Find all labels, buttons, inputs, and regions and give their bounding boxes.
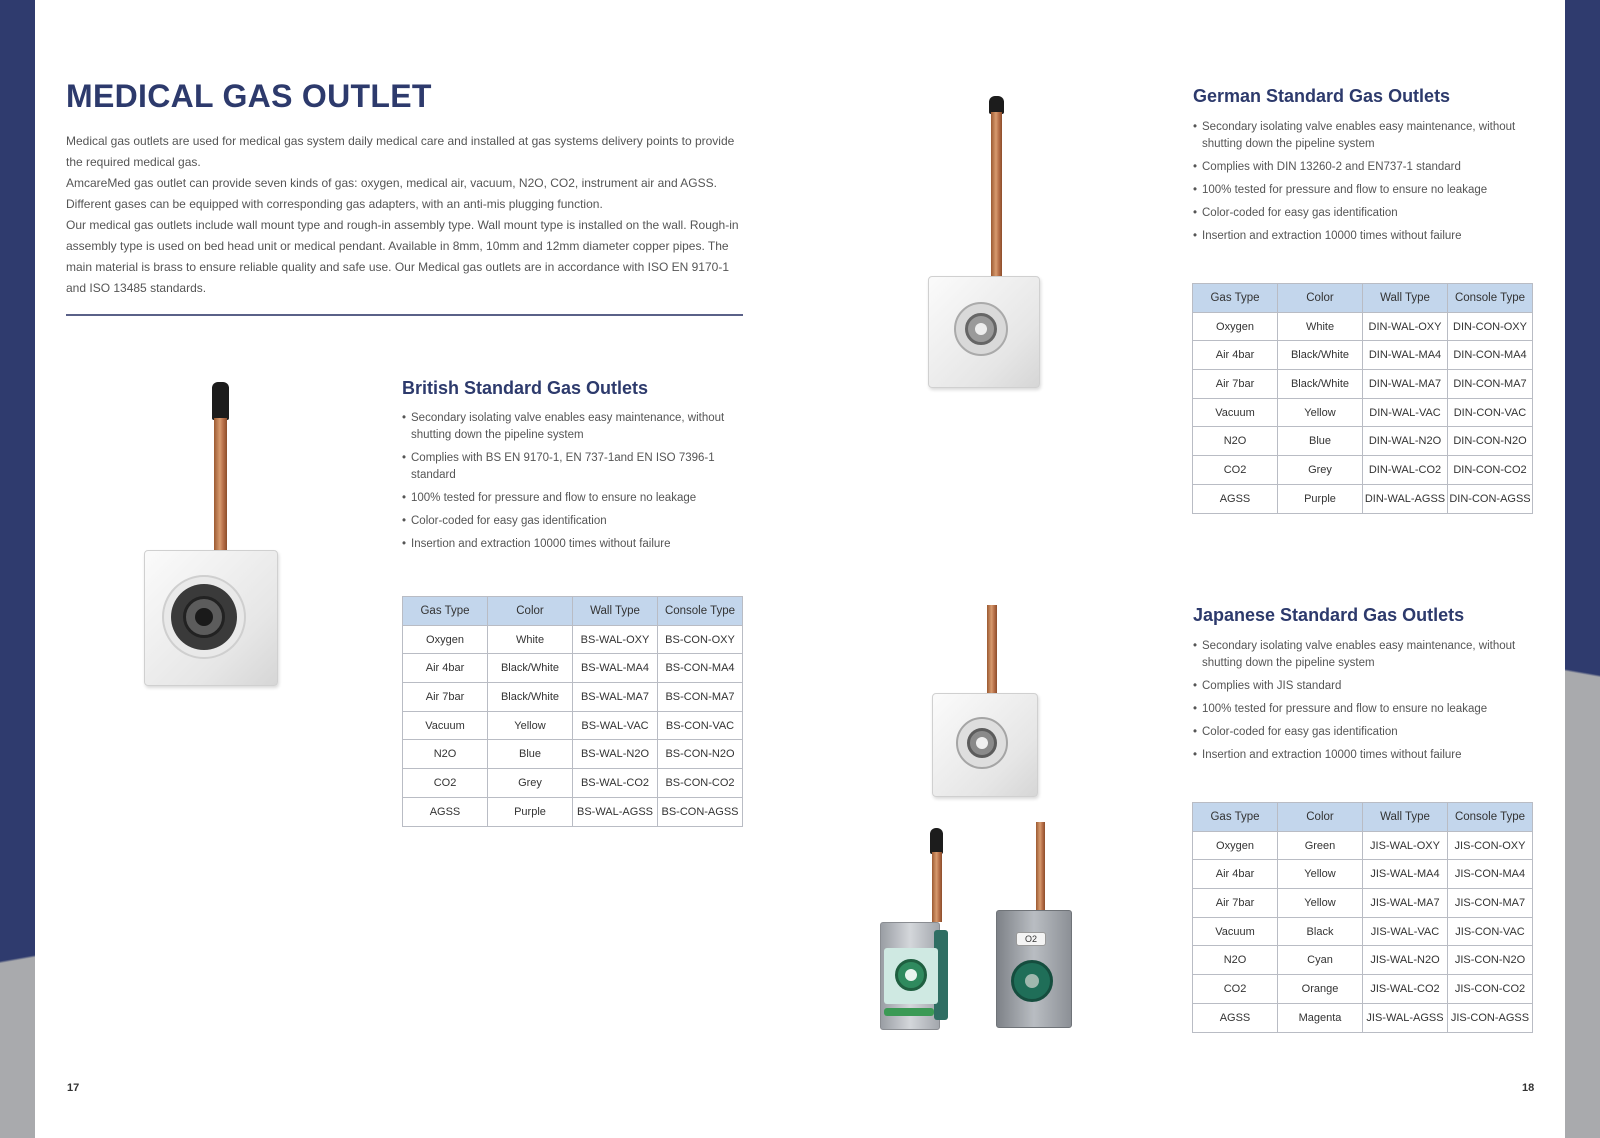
table-header: Color <box>1278 284 1363 313</box>
table-cell: Grey <box>488 769 573 798</box>
table-cell: AGSS <box>403 797 488 826</box>
intro-paragraph: AmcareMed gas outlet can provide seven kinds of gas: oxygen, medical air, vacuum, N2O, CO2, instrument air and AGSS. Different gases can be equipped with corresponding gas adapters, with an anti-mis plugging function. <box>66 176 717 211</box>
table-cell: Air 7bar <box>1193 370 1278 399</box>
table-row <box>1193 370 1533 399</box>
table-cell: BS-CON-N2O <box>658 740 743 769</box>
table-row <box>1193 456 1533 485</box>
table-cell: JIS-WAL-AGSS <box>1363 1003 1448 1032</box>
table-cell: BS-CON-VAC <box>658 711 743 740</box>
table-cell: JIS-WAL-MA4 <box>1363 860 1448 889</box>
table-header: Wall Type <box>1363 284 1448 313</box>
table-cell: DIN-WAL-CO2 <box>1363 456 1448 485</box>
table-cell: JIS-WAL-MA7 <box>1363 889 1448 918</box>
oxygen-label: O2 <box>1016 932 1046 946</box>
table-cell: JIS-WAL-VAC <box>1363 917 1448 946</box>
list-item: • Insertion and extraction 10000 times without failure <box>1193 228 1523 245</box>
table-cell: Black/White <box>1278 341 1363 370</box>
japanese-outlet-image <box>928 605 1043 800</box>
table-cell: JIS-WAL-OXY <box>1363 831 1448 860</box>
table-cell: BS-WAL-VAC <box>573 711 658 740</box>
table-cell: DIN-CON-OXY <box>1448 312 1533 341</box>
table-row <box>1193 427 1533 456</box>
list-item: • Color-coded for easy gas identification <box>1193 205 1523 222</box>
german-section-title: German Standard Gas Outlets <box>1193 86 1451 106</box>
table-cell: BS-WAL-OXY <box>573 625 658 654</box>
table-cell: CO2 <box>1193 456 1278 485</box>
list-item: • Insertion and extraction 10000 times without failure <box>1193 747 1523 764</box>
japanese-spec-table <box>1192 802 1533 1033</box>
table-cell: Grey <box>1278 456 1363 485</box>
table-cell: DIN-WAL-MA4 <box>1363 341 1448 370</box>
table-cell: DIN-CON-VAC <box>1448 398 1533 427</box>
table-cell: N2O <box>403 740 488 769</box>
table-cell: DIN-WAL-N2O <box>1363 427 1448 456</box>
table-cell: Purple <box>1278 484 1363 513</box>
table-cell: Orange <box>1278 975 1363 1004</box>
table-cell: Air 4bar <box>403 654 488 683</box>
table-cell: N2O <box>1193 946 1278 975</box>
list-item: • 100% tested for pressure and flow to ensure no leakage <box>402 490 747 507</box>
table-row <box>403 625 743 654</box>
table-header: Color <box>1278 803 1363 832</box>
table-cell: DIN-CON-AGSS <box>1448 484 1533 513</box>
table-row <box>1193 860 1533 889</box>
table-cell: Air 4bar <box>1193 341 1278 370</box>
table-cell: Oxygen <box>403 625 488 654</box>
table-row <box>403 769 743 798</box>
table-cell: DIN-CON-MA7 <box>1448 370 1533 399</box>
table-cell: JIS-CON-MA4 <box>1448 860 1533 889</box>
table-cell: DIN-WAL-AGSS <box>1363 484 1448 513</box>
table-cell: Yellow <box>1278 398 1363 427</box>
table-cell: Oxygen <box>1193 831 1278 860</box>
intro-paragraph: Our medical gas outlets include wall mount type and rough-in assembly type. Wall mount type is installed on the wall. Rough-in assembly type is used on bed head unit or medical pendant. Available in 8mm, 10mm and 12mm diameter copper pipes. The main material is brass to ensure reliable quality and safe use. Our Medical gas outlets are in accordance with ISO EN 9170-1 and ISO 13485 standards. <box>66 218 739 295</box>
page-number-right: 18 <box>1522 1082 1535 1094</box>
table-cell: JIS-CON-OXY <box>1448 831 1533 860</box>
table-cell: JIS-CON-MA7 <box>1448 889 1533 918</box>
table-cell: DIN-WAL-OXY <box>1363 312 1448 341</box>
table-cell: CO2 <box>1193 975 1278 1004</box>
table-cell: Vacuum <box>403 711 488 740</box>
table-header: Gas Type <box>403 597 488 626</box>
table-cell: Blue <box>488 740 573 769</box>
table-cell: BS-WAL-MA4 <box>573 654 658 683</box>
table-cell: Air 7bar <box>403 683 488 712</box>
table-cell: AGSS <box>1193 1003 1278 1032</box>
table-cell: Blue <box>1278 427 1363 456</box>
section-divider <box>66 314 743 316</box>
table-cell: Black/White <box>488 683 573 712</box>
list-item: • Secondary isolating valve enables easy maintenance, without shutting down the pipeline system <box>1193 119 1523 153</box>
table-cell: White <box>1278 312 1363 341</box>
table-cell: BS-CON-CO2 <box>658 769 743 798</box>
table-row <box>1193 398 1533 427</box>
rough-in-outlet-images <box>878 822 1078 1032</box>
intro-paragraph: Medical gas outlets are used for medical gas system daily medical care and installed at gas systems delivery points to provide the required medical gas. <box>66 134 735 169</box>
table-row <box>1193 889 1533 918</box>
table-row <box>403 797 743 826</box>
table-header: Color <box>488 597 573 626</box>
table-header: Console Type <box>1448 284 1533 313</box>
table-row <box>403 711 743 740</box>
table-cell: Yellow <box>1278 889 1363 918</box>
table-cell: JIS-WAL-CO2 <box>1363 975 1448 1004</box>
list-item: • Complies with BS EN 9170-1, EN 737-1and EN ISO 7396-1 standard <box>402 450 747 484</box>
table-header: Gas Type <box>1193 803 1278 832</box>
list-item: • Complies with JIS standard <box>1193 678 1523 695</box>
table-cell: BS-CON-OXY <box>658 625 743 654</box>
british-section-title: British Standard Gas Outlets <box>402 378 649 398</box>
table-cell: BS-WAL-CO2 <box>573 769 658 798</box>
table-header: Console Type <box>658 597 743 626</box>
list-item: • Secondary isolating valve enables easy maintenance, without shutting down the pipeline system <box>402 410 747 444</box>
table-cell: N2O <box>1193 427 1278 456</box>
table-cell: Air 4bar <box>1193 860 1278 889</box>
japanese-feature-list <box>1193 638 1523 770</box>
table-cell: JIS-CON-AGSS <box>1448 1003 1533 1032</box>
table-cell: JIS-CON-N2O <box>1448 946 1533 975</box>
table-cell: DIN-WAL-VAC <box>1363 398 1448 427</box>
table-header: Wall Type <box>1363 803 1448 832</box>
list-item: • 100% tested for pressure and flow to ensure no leakage <box>1193 701 1523 718</box>
table-row <box>1193 917 1533 946</box>
british-spec-table <box>402 596 743 827</box>
table-row <box>403 654 743 683</box>
table-cell: Green <box>1278 831 1363 860</box>
table-cell: Air 7bar <box>1193 889 1278 918</box>
table-cell: BS-CON-MA7 <box>658 683 743 712</box>
table-cell: CO2 <box>403 769 488 798</box>
list-item: • Secondary isolating valve enables easy maintenance, without shutting down the pipeline system <box>1193 638 1523 672</box>
table-cell: DIN-CON-MA4 <box>1448 341 1533 370</box>
table-row <box>403 683 743 712</box>
page-title: MEDICAL GAS OUTLET <box>66 78 432 114</box>
table-cell: JIS-WAL-N2O <box>1363 946 1448 975</box>
list-item: • Color-coded for easy gas identification <box>402 513 747 530</box>
german-outlet-image <box>924 94 1044 394</box>
table-row <box>1193 831 1533 860</box>
table-cell: JIS-CON-CO2 <box>1448 975 1533 1004</box>
list-item: • Insertion and extraction 10000 times without failure <box>402 536 747 553</box>
table-cell: Vacuum <box>1193 917 1278 946</box>
british-feature-list <box>402 410 747 559</box>
table-cell: Cyan <box>1278 946 1363 975</box>
left-edge-band <box>0 0 35 1138</box>
table-row <box>1193 946 1533 975</box>
japanese-section-title: Japanese Standard Gas Outlets <box>1193 605 1465 625</box>
table-cell: DIN-CON-N2O <box>1448 427 1533 456</box>
table-cell: BS-WAL-N2O <box>573 740 658 769</box>
table-header: Gas Type <box>1193 284 1278 313</box>
table-cell: DIN-WAL-MA7 <box>1363 370 1448 399</box>
table-cell: DIN-CON-CO2 <box>1448 456 1533 485</box>
page-number-left: 17 <box>67 1082 80 1094</box>
table-cell: Black <box>1278 917 1363 946</box>
table-cell: Yellow <box>1278 860 1363 889</box>
table-header: Wall Type <box>573 597 658 626</box>
table-cell: BS-CON-MA4 <box>658 654 743 683</box>
table-cell: BS-WAL-AGSS <box>573 797 658 826</box>
list-item: • Complies with DIN 13260-2 and EN737-1 standard <box>1193 159 1523 176</box>
table-cell: Black/White <box>1278 370 1363 399</box>
table-cell: Black/White <box>488 654 573 683</box>
intro-text <box>66 131 746 299</box>
german-feature-list <box>1193 119 1523 251</box>
table-cell: Yellow <box>488 711 573 740</box>
table-row <box>1193 341 1533 370</box>
british-outlet-image <box>140 378 285 690</box>
table-cell: AGSS <box>1193 484 1278 513</box>
table-row <box>403 740 743 769</box>
list-item: • 100% tested for pressure and flow to ensure no leakage <box>1193 182 1523 199</box>
table-cell: BS-CON-AGSS <box>658 797 743 826</box>
table-cell: Purple <box>488 797 573 826</box>
table-cell: BS-WAL-MA7 <box>573 683 658 712</box>
table-header: Console Type <box>1448 803 1533 832</box>
table-cell: Magenta <box>1278 1003 1363 1032</box>
table-cell: Oxygen <box>1193 312 1278 341</box>
table-row <box>1193 1003 1533 1032</box>
table-cell: JIS-CON-VAC <box>1448 917 1533 946</box>
list-item: • Color-coded for easy gas identification <box>1193 724 1523 741</box>
right-edge-band <box>1565 0 1600 1138</box>
table-row <box>1193 975 1533 1004</box>
table-cell: Vacuum <box>1193 398 1278 427</box>
table-row <box>1193 484 1533 513</box>
table-row <box>1193 312 1533 341</box>
table-cell: White <box>488 625 573 654</box>
german-spec-table <box>1192 283 1533 514</box>
